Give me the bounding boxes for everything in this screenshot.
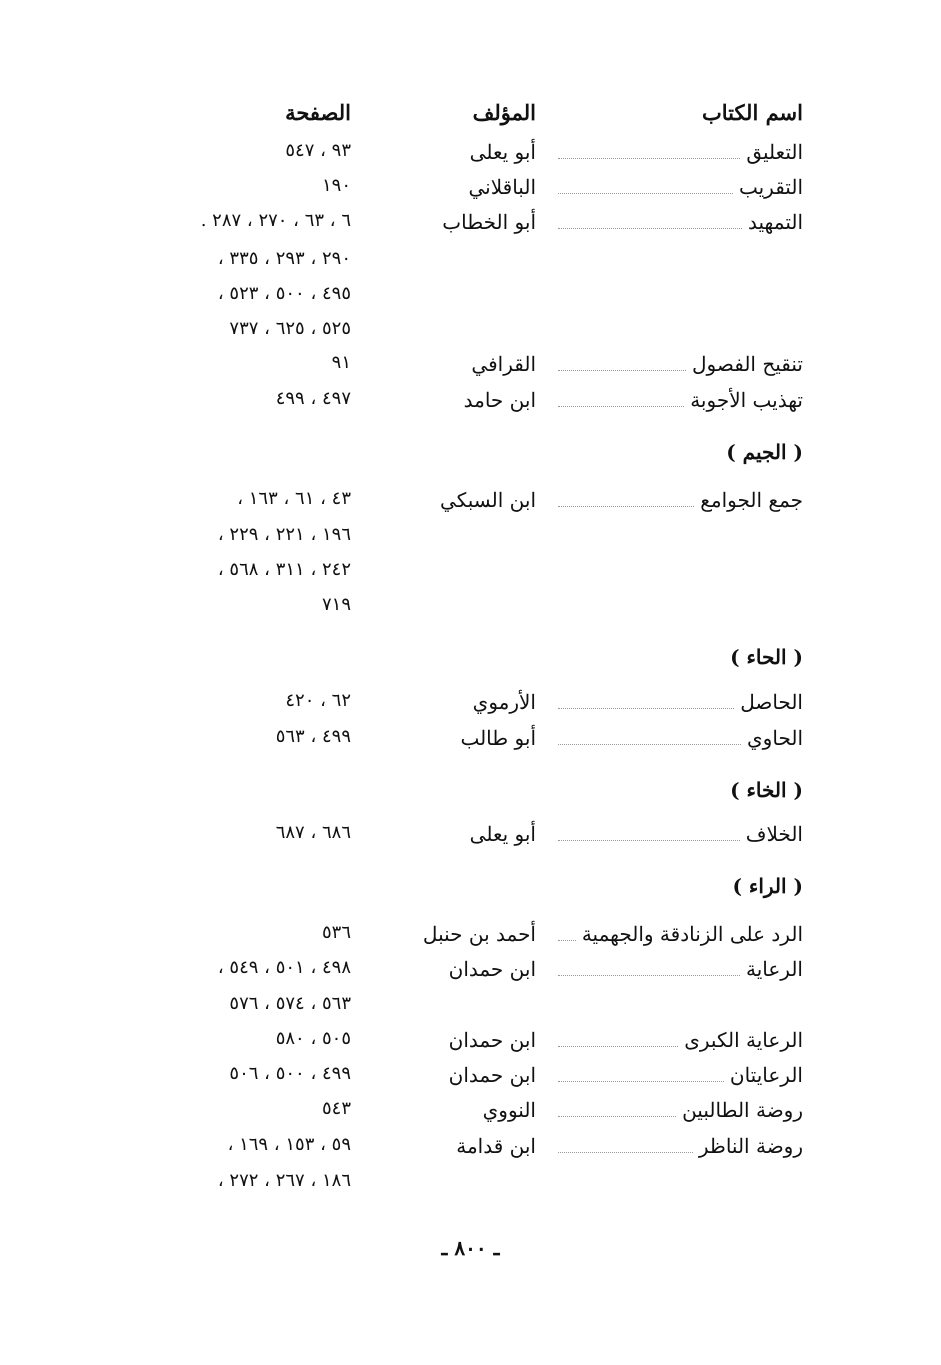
leader-dots <box>558 227 742 229</box>
page-numbers: ٤٩٥ ، ٥٠٠ ، ٥٢٣ ، <box>217 283 351 304</box>
book-title: الرعاية الكبرى <box>684 1028 803 1052</box>
page-numbers: ٥٢٥ ، ٦٢٥ ، ٧٣٧ <box>229 318 351 339</box>
page-numbers: ١٨٦ ، ٢٦٧ ، ٢٧٢ ، <box>217 1170 351 1191</box>
author-name: النووي <box>482 1098 536 1122</box>
index-row <box>0 690 941 724</box>
index-row <box>0 822 941 856</box>
index-row <box>0 1098 941 1132</box>
index-row <box>0 352 941 386</box>
index-row <box>0 1028 941 1062</box>
page-numbers: ٢٩٠ ، ٢٩٣ ، ٣٣٥ ، <box>217 248 351 269</box>
header-book-name: اسم الكتاب <box>701 100 803 125</box>
section-heading-kha: ( الخاء ) <box>730 778 803 802</box>
section-heading-jim: ( الجيم ) <box>726 440 803 464</box>
page-numbers: ٦٢ ، ٤٢٠ <box>285 690 351 711</box>
leader-dots <box>558 369 686 371</box>
author-name: الأرموي <box>472 690 536 714</box>
index-row-continuation <box>0 1170 941 1204</box>
author-name: أبو طالب <box>460 726 536 750</box>
index-row-continuation <box>0 559 941 593</box>
author-name: الباقلاني <box>468 175 536 199</box>
page-numbers: ٥٤٣ <box>321 1098 351 1119</box>
index-row <box>0 1063 941 1097</box>
leader-dots <box>558 707 734 709</box>
index-row-continuation <box>0 318 941 352</box>
book-title: روضة الناظر <box>698 1134 803 1158</box>
index-row-continuation <box>0 993 941 1027</box>
book-title: روضة الطالبين <box>682 1098 803 1122</box>
book-title: الخلاف <box>745 822 803 846</box>
page-numbers: ٥٣٦ <box>321 922 351 943</box>
page-numbers: ٦٨٦ ، ٦٨٧ <box>275 822 351 843</box>
author-name: ابن قدامة <box>456 1134 536 1158</box>
author-name: ابن حمدان <box>448 957 536 981</box>
leader-dots <box>558 1151 693 1153</box>
leader-dots <box>558 839 740 841</box>
page-numbers: ٢٤٢ ، ٣١١ ، ٥٦٨ ، <box>217 559 351 580</box>
index-row <box>0 175 941 209</box>
page-numbers: ٤٩٩ ، ٥٠٠ ، ٥٠٦ <box>229 1063 351 1084</box>
leader-dots <box>558 974 740 976</box>
author-name: أبو الخطاب <box>442 210 536 234</box>
index-row-continuation <box>0 283 941 317</box>
author-name: القرافي <box>471 352 536 376</box>
index-row <box>0 488 941 522</box>
index-row <box>0 210 941 244</box>
book-title: الرد على الزنادقة والجهمية <box>581 922 803 946</box>
index-row <box>0 922 941 956</box>
leader-dots <box>558 1115 676 1117</box>
author-name: أبو يعلى <box>469 140 536 164</box>
book-title: التقريب <box>738 175 803 199</box>
leader-dots <box>558 743 741 745</box>
book-title: الرعايتان <box>729 1063 803 1087</box>
page-numbers: ٥٠٥ ، ٥٨٠ <box>275 1028 351 1049</box>
page-numbers: ٥٦٣ ، ٥٧٤ ، ٥٧٦ <box>229 993 351 1014</box>
leader-dots <box>558 939 576 941</box>
author-name: أحمد بن حنبل <box>422 922 536 946</box>
leader-dots <box>558 192 733 194</box>
page-numbers: ٤٩٧ ، ٤٩٩ <box>275 388 351 409</box>
book-title: تهذيب الأجوبة <box>690 388 803 412</box>
page-numbers: ٩٣ ، ٥٤٧ <box>285 140 351 161</box>
book-title: التمهيد <box>748 210 803 234</box>
leader-dots <box>558 1045 678 1047</box>
page-number-footer: ـ ٨٠٠ ـ <box>441 1236 500 1260</box>
section-heading-ha: ( الحاء ) <box>730 645 803 669</box>
book-title: جمع الجوامع <box>700 488 803 512</box>
page-numbers: ٤٩٩ ، ٥٦٣ <box>275 726 351 747</box>
book-title: الرعاية <box>745 957 803 981</box>
index-row <box>0 726 941 760</box>
index-row <box>0 1134 941 1168</box>
leader-dots <box>558 157 740 159</box>
author-name: أبو يعلى <box>469 822 536 846</box>
page-numbers: ٤٣ ، ٦١ ، ١٦٣ ، <box>237 488 351 509</box>
index-row-continuation <box>0 594 941 628</box>
index-row <box>0 388 941 422</box>
index-row <box>0 140 941 174</box>
book-title: تنقيح الفصول <box>692 352 803 376</box>
index-row <box>0 957 941 991</box>
author-name: ابن حمدان <box>448 1063 536 1087</box>
header-author: المؤلف <box>472 100 536 125</box>
index-row-continuation <box>0 524 941 558</box>
header-page: الصفحة <box>285 100 351 125</box>
author-name: ابن حامد <box>463 388 536 412</box>
page-numbers: ٤٩٨ ، ٥٠١ ، ٥٤٩ ، <box>217 957 351 978</box>
page-numbers: ٦ ، ٦٣ ، ٢٧٠ ، ٢٨٧ . <box>200 210 351 231</box>
page-numbers: ٩١ <box>331 352 351 373</box>
book-title: الحاصل <box>740 690 803 714</box>
book-title: الحاوي <box>747 726 803 750</box>
author-name: ابن السبكي <box>440 488 536 512</box>
leader-dots <box>558 1080 724 1082</box>
leader-dots <box>558 505 694 507</box>
page-numbers: ١٩٦ ، ٢٢١ ، ٢٢٩ ، <box>217 524 351 545</box>
leader-dots <box>558 405 684 407</box>
page-numbers: ٧١٩ <box>321 594 351 615</box>
index-row-continuation <box>0 248 941 282</box>
author-name: ابن حمدان <box>448 1028 536 1052</box>
section-heading-ra: ( الراء ) <box>732 874 803 898</box>
book-title: التعليق <box>746 140 803 164</box>
page-numbers: ٥٩ ، ١٥٣ ، ١٦٩ ، <box>227 1134 351 1155</box>
page-numbers: ١٩٠ <box>321 175 351 196</box>
